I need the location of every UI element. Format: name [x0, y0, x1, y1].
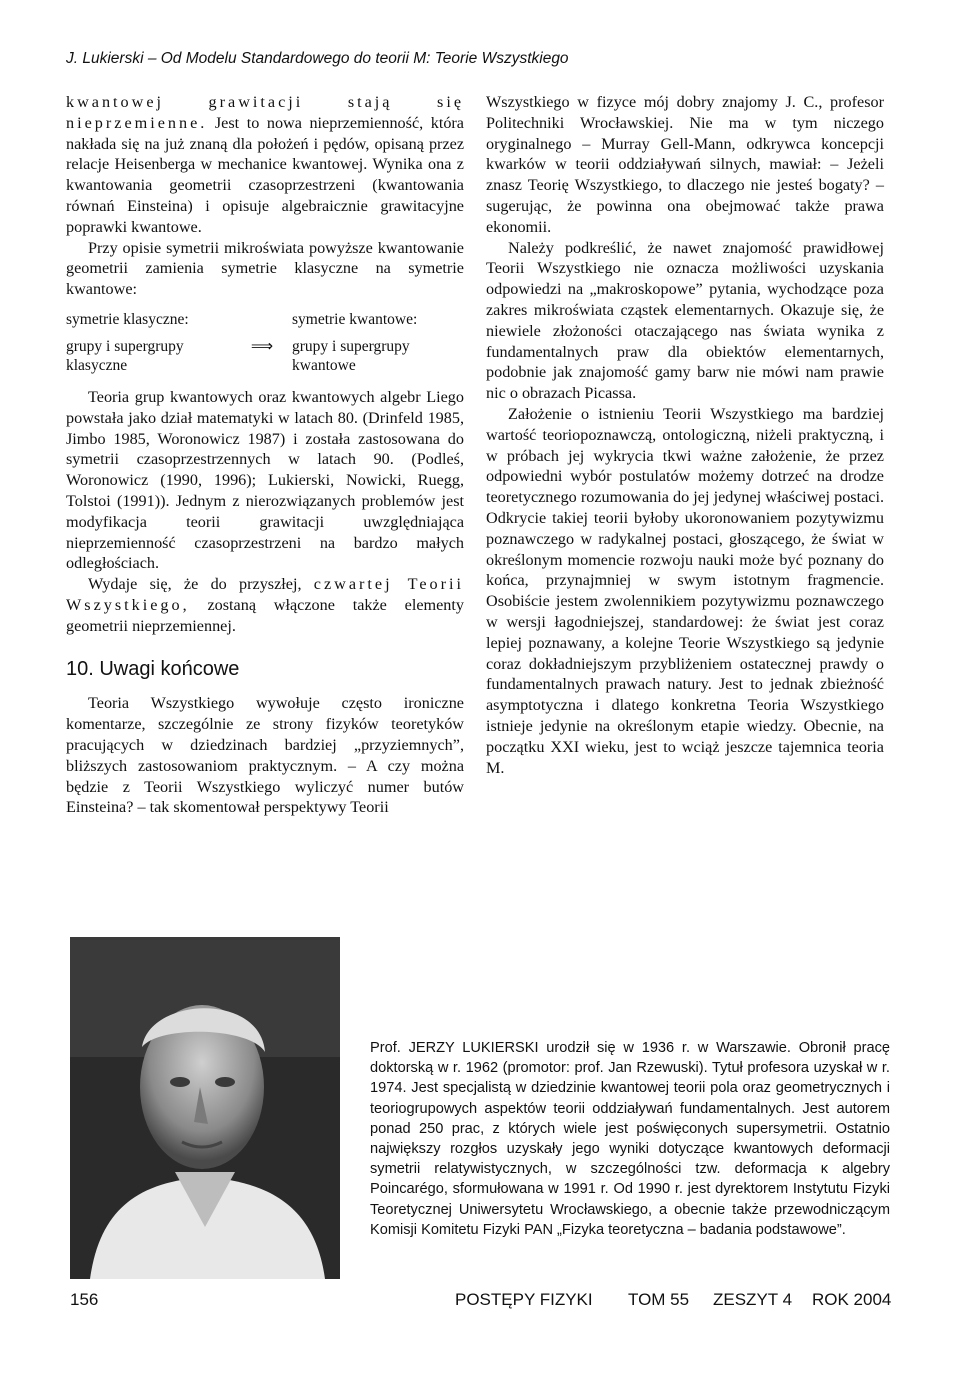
cell-line: grupy i supergrupy	[292, 337, 410, 355]
portrait-illustration	[70, 937, 340, 1279]
section-title: 10. Uwagi końcowe	[66, 657, 240, 680]
paragraph-text: zostaną włączone także elementy geometrii nieprzemiennej.	[66, 595, 464, 635]
paragraph	[66, 92, 464, 238]
spaced-text: czwartej Teorii Wszystkiego,	[66, 575, 464, 614]
paragraph-text: Jest to nowa nieprzemienność, która nakłada się na już znaną dla położeń i pędów, opisaną przez relacje Heisenberga w mechanice kwantowej. Wynika ona z kwantowania geometrii czasoprzestrzeni (kwantowania równań Einsteina) i opisuje algebraicznie grawitacyjne poprawki kwantowe.	[66, 113, 464, 236]
paragraph: Przy opisie symetrii mikroświata powyższe kwantowanie geometrii zamienia symetrie klasyczne na symetrie kwantowe:	[66, 238, 464, 299]
table-cell-quantum	[292, 337, 452, 375]
implies-arrow-icon: ⟹	[250, 337, 274, 355]
cell-line: klasyczne	[66, 356, 128, 374]
author-bio: Prof. JERZY LUKIERSKI urodził się w 1936 r. w Warszawie. Obronił pracę doktorską w r. 1962 (promotor: prof. Jan Rzewuski). Tytuł profesora uzyskał w r. 1974. Jest specjalistą w dziedzinie kwantowej teorii pola oraz geometrycznych i teoriogrupowych aspektów teorii oddziaływań fundamentalnych. Jest autorem ponad 250 prac, z których wiele jest poświęconych supersymetrii. Ostatnio największy rozgłos uzyskały jego wyniki dotyczące kwantowych deformacji symetrii relatywistycznych, w szczególności tzw. deformacja κ algebry Poincarégo, sformułowana w 1991 r. Od 1990 r. jest dyrektorem Instytutu Fizyki Teoretycznej Uniwersytetu Wrocławskiego, a obecnie także przewodniczącym Komisji Komitetu Fizyki PAN „Fizyka teoretyczna – badania podstawowe”.	[370, 1040, 890, 1238]
table-head-classical: symetrie klasyczne:	[66, 310, 189, 328]
year: ROK 2004	[812, 1290, 892, 1309]
table-cell-classical	[66, 337, 232, 375]
right-column	[486, 92, 884, 778]
running-title: J. Lukierski – Od Modelu Standardowego do teorii M: Teorie Wszystkiego	[66, 50, 569, 67]
paragraph: Teoria grup kwantowych oraz kwantowych algebr Liego powstała jako dział matematyki w latach 80. (Drinfeld 1985, Jimbo 1985, Woronowicz 1987) i została zastosowana do symetrii czasoprzestrzennych w latach 90. (Podleś, Woronowicz (1990, 1996); Lukierski, Nowicki, Ruegg, Tolstoi (1991)). Jednym z nierozwiązanych problemów jest modyfikacja teorii grawitacji uwzględniająca nieprzemienność czasoprzestrzeni na bardzo małych odległościach.	[66, 387, 464, 573]
left-column	[66, 92, 464, 818]
paragraph: Teoria Wszystkiego wywołuje często ironiczne komentarze, szczególnie ze strony fizyków teoretyków pracujących w dziedzinach bardziej „przyziemnych”, bliższych zastosowaniom praktycznym. – A czy można będzie z Teorii Wszystkiego wyliczyć numer butów Einsteina? – tak skomentował perspektywy Teorii	[66, 694, 464, 817]
author-photo	[70, 937, 340, 1279]
spaced-text: kwantowej grawitacji stają się nieprzemienne.	[66, 93, 464, 132]
paragraph	[66, 574, 464, 636]
paragraph: Wszystkiego w fizyce mój dobry znajomy J. C., profesor Politechniki Wrocławskiej. Nie ma w tym niczego oryginalnego – Murray Gell-Mann, odkrywca koncepcji kwarków w teorii oddziaływań silnych, mawiał: – Jeżeli znasz Teorię Wszystkiego, to dlaczego nie jesteś bogaty? – sugerując, że powinna ona obejmować także prawa ekonomii.	[486, 93, 884, 236]
issue: ZESZYT 4	[713, 1290, 793, 1309]
table-head-quantum: symetrie kwantowe:	[292, 310, 418, 328]
cell-line: kwantowe	[292, 356, 356, 374]
journal-name: POSTĘPY FIZYKI	[455, 1290, 593, 1309]
paragraph: Założenie o istnieniu Teorii Wszystkiego ma bardziej wartość teoriopoznawczą, ontologiczną, niżeli praktyczną, i w próbach jej wykrycia tkwi ważne założenie, że przez odpowiedni wybór postulatów możemy dotrzeć na drodze teoretycznego rozumowania do jej jedynej właściwej postaci. Odkrycie takiej teorii byłoby ukoronowaniem pozytywizmu poznawczego w radykalnej postaci, głoszącego, że świat w określonym momencie rozwoju nauki może być poznany do końca, przynajmniej w swym istotnym fragmencie. Osobiście jestem zwolennikiem pozytywizmu poznawczego w wersji łagodniejszej, standardowej: że świat jest coraz lepiej poznawany, a kolejne Teorie Wszystkiego są jedynie coraz dokładniejszym przybliżeniem ostatecznej prawdy o fundamentalnych prawach natury. Jest to jednak zbieżność asymptotyczna i dlatego konkretna Teoria Wszystkiego istnieje jedynie na określonym etapie wiedzy. Obecnie, na początku XXI wieku, jest to wciąż jeszcze tajemnica teoria M.	[486, 404, 884, 777]
symmetry-table	[66, 310, 464, 375]
paragraph-text: Wydaje się, że do przyszłej,	[88, 575, 314, 594]
cell-line: grupy i supergrupy	[66, 337, 184, 355]
volume: TOM 55	[628, 1290, 690, 1309]
paragraph: Należy podkreślić, że nawet znajomość prawidłowej Teorii Wszystkiego nie oznacza możliwości uzyskania odpowiedzi na „makroskopowe” pytania, wychodzące poza zakres mikroświata cząstek elementarnych. Okazuje się, że niewiele złożoności otaczającego nas świata wynika z fundamentalnych praw dla obiektów elementarnych, podobnie jak znajomość gamy barw nie mówi nam prawie nic o obrazach Picassa.	[486, 238, 884, 403]
page-number: 156	[70, 1290, 99, 1309]
